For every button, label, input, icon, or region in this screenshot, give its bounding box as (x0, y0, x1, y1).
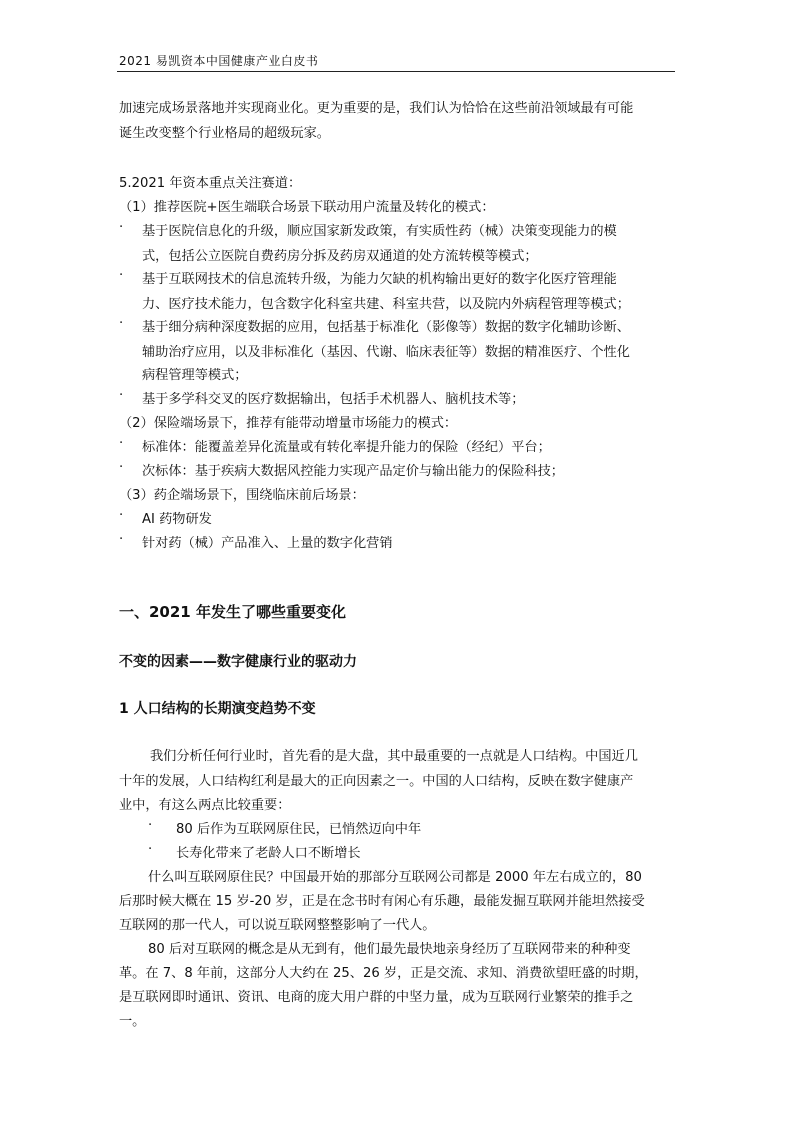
bullet-dot: · (119, 388, 124, 403)
page-header: 2021 易凯资本中国健康产业白皮书 (119, 54, 319, 68)
focus-sec3-heading: （3）药企端场景下，围绕临床前后场景： (119, 488, 365, 503)
bullet-dot: · (148, 842, 153, 857)
focus-sec2-heading: （2）保险端场景下，推荐有能带动增量市场能力的模式： (119, 416, 458, 431)
header-rule (117, 71, 675, 72)
list-item-line: 针对药（械）产品准入、上量的数字化营销 (142, 536, 393, 551)
bullet-dot: · (119, 268, 124, 283)
paragraph-line: 我们分析任何行业时，首先看的是大盘，其中最重要的一点就是人口结构。中国近几 (150, 749, 638, 764)
chapter-subtitle: 不变的因素——数字健康行业的驱动力 (119, 654, 357, 670)
list-item-line: 基于医院信息化的升级，顺应国家新发政策，有实质性药（械）决策变现能力的模 (142, 224, 617, 239)
chapter-title: 一、2021 年发生了哪些重要变化 (119, 603, 346, 621)
list-item-line: 标准体：能覆盖差异化流量或有转化率提升能力的保险（经纪）平台； (142, 440, 551, 455)
list-item-line: 力、医疗技术能力，包含数字化科室共建、科室共营，以及院内外病程管理等模式； (142, 297, 630, 312)
paragraph-line: 革。在 7、8 年前，这部分人大约在 25、26 岁，正是交流、求知、消费欲望旺盛的时期， (119, 966, 648, 981)
list-item-line: 病程管理等模式； (142, 368, 248, 383)
section-heading: 1 人口结构的长期演变趋势不变 (119, 701, 316, 717)
focus-title: 5.2021 年资本重点关注赛道： (119, 176, 302, 191)
bullet-dot: · (119, 316, 124, 331)
bullet-dot: · (119, 532, 124, 547)
list-item-line: 式，包括公立医院自费药房分拆及药房双通道的处方流转模等模式； (142, 249, 538, 264)
paragraph-line: 一。 (119, 1014, 146, 1029)
paragraph-line: 十年的发展，人口结构红利是最大的正向因素之一。中国的人口结构，反映在数字健康产 (119, 774, 634, 789)
bullet-dot: · (119, 436, 124, 451)
list-item-line: 基于互联网技术的信息流转升级，为能力欠缺的机构输出更好的数字化医疗管理能 (142, 272, 617, 287)
paragraph-line: 什么叫互联网原住民？中国最开始的那部分互联网公司都是 2000 年左右成立的，80 (148, 870, 642, 885)
paragraph-line: 互联网的那一代人，可以说互联网整整影响了一代人。 (119, 918, 436, 933)
intro-line: 诞生改变整个行业格局的超级玩家。 (119, 126, 330, 141)
list-item-line: 基于多学科交叉的医疗数据输出，包括手术机器人、脑机技术等； (142, 392, 525, 407)
list-item-line: 长寿化带来了老龄人口不断增长 (176, 846, 361, 861)
intro-line: 加速完成场景落地并实现商业化。更为重要的是，我们认为恰恰在这些前沿领域最有可能 (119, 101, 634, 116)
bullet-dot: · (119, 220, 124, 235)
paragraph-line: 业中，有这么两点比较重要： (119, 798, 291, 813)
list-item-line: AI 药物研发 (142, 512, 212, 527)
list-item-line: 次标体：基于疾病大数据风控能力实现产品定价与输出能力的保险科技； (142, 464, 564, 479)
list-item-line: 基于细分病种深度数据的应用，包括基于标准化（影像等）数据的数字化辅助诊断、 (142, 320, 630, 335)
paragraph-line: 后那时候大概在 15 岁-20 岁，正是在念书时有闲心有乐趣，最能发掘互联网并能坦然接受 (119, 894, 645, 909)
list-item-line: 辅助治疗应用，以及非标准化（基因、代谢、临床表征等）数据的精准医疗、个性化 (142, 345, 630, 360)
paragraph-line: 80 后对互联网的概念是从无到有，他们最先最快地亲身经历了互联网带来的种种变 (148, 942, 631, 957)
focus-sec1-heading: （1）推荐医院+医生端联合场景下联动用户流量及转化的模式： (119, 200, 495, 215)
bullet-dot: · (119, 460, 124, 475)
list-item-line: 80 后作为互联网原住民，已悄然迈向中年 (176, 822, 422, 837)
paragraph-line: 是互联网即时通讯、资讯、电商的庞大用户群的中坚力量，成为互联网行业繁荣的推手之 (119, 990, 634, 1005)
bullet-dot: · (119, 508, 124, 523)
bullet-dot: · (148, 818, 153, 833)
